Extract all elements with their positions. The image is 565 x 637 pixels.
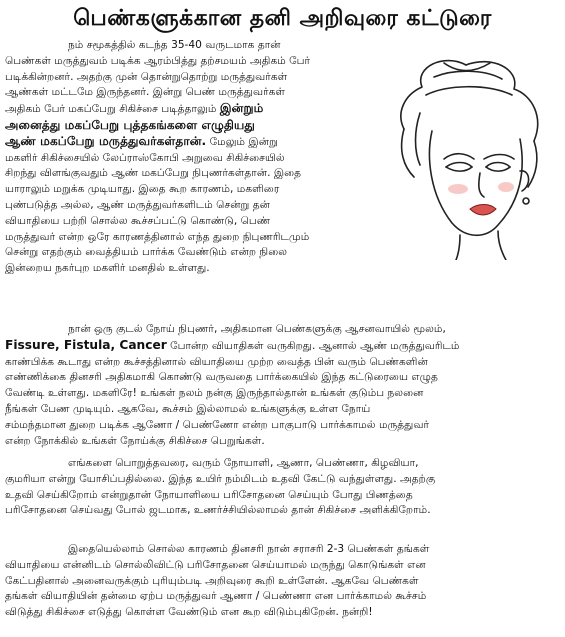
text-line [5, 101, 367, 118]
woman-face-illustration [374, 55, 564, 260]
text-line [5, 338, 561, 355]
text-line: பரிசோதனை செய்வது போல் ஜடமாக, உணர்ச்சியில்லாமல் தான் சிகிச்சை அளிக்கிறோம். [5, 504, 431, 517]
text-line: நான் ஒரு குடல் நோய் நிபுணர், அதிகமான பெண்களுக்கு ஆசனவாயில் மூலம், [68, 323, 446, 335]
text-line: இதையெல்லாம் சொல்ல காரணம் தினசரி நான் சராசரி 2-3 பெண்கள் தங்கள் [68, 543, 430, 555]
text-line: காண்பிக்க கூடாது என்ற கூச்சத்தினால் வியாதியை முற்ற வைத்த பின் வரும் பெண்களின் [5, 355, 428, 368]
text-line: குமரியா என்று யோசிப்பதில்லை. இந்த உயிர் நம்மிடம் உதவி கேட்டு வந்துள்ளது. அதற்கு [5, 472, 436, 485]
text-line: என்ற நோக்கில் உங்கள் நோய்க்கு சிகிச்சை பெறுங்கள். [5, 434, 265, 447]
paragraph-conclusion [5, 542, 561, 621]
text-line: சென்று எதற்கும் வைத்தியம் பார்க்க வேண்டும் என்ற நிலை [5, 246, 288, 259]
text-line: வியாதியை என்னிடம் சொல்லிவிட்டு பரிசோதனை செய்யாமல் மருந்து கொடுங்கள் என [5, 558, 426, 571]
text-line: யாராலும் மறுக்க முடியாது. இதை கூற காரணம், மகளிரை [5, 183, 280, 196]
text-line: நம் சமூகத்தில் கடந்த 35-40 வருடமாக தான் [68, 39, 281, 51]
text-line: விடுத்து சிகிச்சை எடுத்து கொள்ள வேண்டும் என கூற விடும்புகிறேன். நன்றி! [5, 606, 373, 619]
emphasis-line: அனைத்து மகப்பேறு புத்தகங்களை எழுதியது [5, 117, 255, 132]
text-line [5, 134, 367, 151]
text-line: வேண்டி உள்ளது. மகளிரே! உங்கள் நலம் நன்கு இருந்தால்தான் உங்கள் குடும்ப நலனை [5, 387, 424, 400]
text-line: உதவி செய்கிறோம் என்றுதான் நோயாளியை பரிசோதனை செய்யும் போது பிணத்தை [5, 488, 413, 501]
paragraph-specialist [5, 322, 561, 449]
text-run: அதிகம் பேர் மகப்பேறு சிகிச்சை படித்தாலும் [5, 103, 217, 116]
text-line: புண்படுத்த அல்ல, ஆண் மருத்துவர்களிடம் சென்று தன் [5, 198, 270, 211]
paragraph-approach [5, 456, 561, 519]
emphasis-text: Fissure, Fistula, Cancer [5, 337, 167, 352]
text-line: சிறந்து விளங்குவதும் ஆண் மகப்பேறு நிபுணர்கள்தான். இதை [5, 167, 302, 180]
text-line: சம்மந்தமான துறை படிக்க ஆணோ / பெண்ணோ என்ற பாகுபாடு பார்க்காமல் மருத்துவர் [5, 418, 430, 431]
text-run: போன்ற வியாதிகள் வருகிறது. ஆனால் ஆண் மருத்துவரிடம் [166, 339, 460, 352]
text-line: பெண்கள் மருத்துவம் படிக்க ஆரம்பித்து தற்சமயம் அதிகம் பேர் [5, 54, 311, 67]
text-line: வியாதியை பற்றி சொல்ல கூச்சப்பட்டு கொண்டு, பெண் [5, 214, 271, 227]
text-line: கேட்பதினால் அனைவருக்கும் புரியும்படி அறிவுரை கூறி உள்ளேன். ஆகவே பெண்கள் [5, 574, 419, 587]
paragraph-intro [5, 38, 367, 277]
emphasis-text: இன்றும் [219, 101, 264, 116]
text-line: எண்ணிக்கை தினசரி அதிகமாகி கொண்டு வருவதை பார்க்கையில் இந்த கட்டுரையை எழுத [5, 371, 438, 384]
text-line: படிக்கின்றனர். அதற்கு முன் தொன்றுதொற்று மருத்துவர்கள் [5, 70, 288, 83]
text-line: எங்களை பொறுத்தவரை, வரும் நோயாளி, ஆணா, பெண்ணா, கிழவியா, [68, 457, 419, 469]
text-run: மேலும் இன்று [209, 135, 278, 148]
text-line: நீங்கள் பேண முடியும். ஆகவே, கூச்சம் இல்லாமல் உங்களுக்கு உள்ள நோய் [5, 402, 371, 415]
text-line: தங்கள் வியாதியின் தன்மை ஏற்ப மருத்துவர் ஆணா / பெண்ணா என பார்க்காமல் கூச்சம் [5, 590, 427, 603]
text-line: இன்றைய நகர்புற மகளிர் மனதில் உள்ளது. [5, 262, 210, 275]
emphasis-text: ஆண் மகப்பேறு மருத்துவர்கள்தான். [5, 133, 207, 148]
text-line: மருத்துவர் என்ற ஒரே காரணத்தினால் எந்த துறை நிபுணரிடமும் [5, 230, 310, 243]
page-title: பெண்களுக்கான தனி அறிவுரை கட்டுரை [73, 6, 492, 31]
text-line: மகளிர் சிகிச்சையில் லேப்ராஸ்கோபி அறுவை சிகிச்சையில் [5, 151, 285, 164]
text-line: ஆண்கள் மட்டமே இருந்தனர். இன்று பெண் மருத்துவர்கள் [5, 86, 285, 99]
